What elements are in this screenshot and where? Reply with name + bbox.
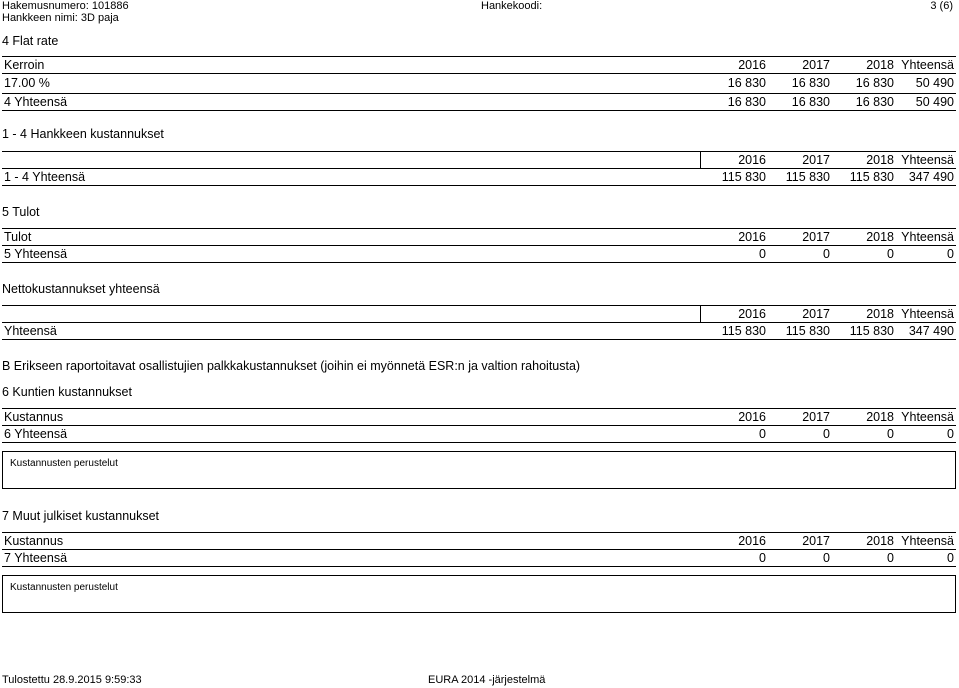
table-header-row [2, 408, 956, 426]
cell-value: 0 [887, 427, 894, 441]
column-header: 2016 [738, 534, 766, 548]
cell-value: 0 [887, 551, 894, 565]
cost-justification-box [2, 575, 956, 613]
page-number: 3 (6) [930, 0, 953, 12]
section-title-project-costs: 1 - 4 Hankkeen kustannukset [2, 127, 164, 141]
total-row [2, 246, 956, 263]
total-row [2, 93, 956, 111]
row-label: Yhteensä [4, 324, 57, 338]
total-row [2, 323, 956, 340]
column-header: 2017 [802, 58, 830, 72]
column-header: 2016 [738, 153, 766, 167]
total-row [2, 550, 956, 567]
table-header-row [2, 56, 956, 74]
column-header: Yhteensä [901, 230, 954, 244]
row-label: 1 - 4 Yhteensä [4, 170, 86, 184]
table-row [2, 75, 956, 91]
cell-value: 115 830 [721, 170, 766, 184]
column-header: 2018 [866, 307, 894, 321]
section-title-net-costs: Nettokustannukset yhteensä [2, 282, 160, 296]
cell-value: 115 830 [785, 324, 830, 338]
column-header: Yhteensä [901, 58, 954, 72]
section-title-b: B Erikseen raportoitavat osallistujien palkkakustannukset (joihin ei myönnetä ESR:n ja valtion rahoitusta) [2, 359, 581, 373]
cell-value: 0 [759, 427, 766, 441]
column-header: 2018 [866, 410, 894, 424]
table-header-row [2, 305, 956, 323]
print-timestamp: Tulostettu 28.9.2015 9:59:33 [2, 674, 142, 686]
column-header: 2017 [802, 153, 830, 167]
cell-value: 16 830 [791, 76, 830, 90]
cell-value: 0 [823, 427, 830, 441]
column-header: 2017 [802, 410, 830, 424]
cell-value: 0 [947, 427, 954, 441]
row-label: 4 Yhteensä [4, 95, 68, 109]
cell-value: 347 490 [908, 170, 954, 184]
cell-value: 0 [947, 551, 954, 565]
cell-value: 0 [759, 551, 766, 565]
cell-value: 115 830 [785, 170, 830, 184]
section-title-flat-rate: 4 Flat rate [2, 34, 59, 48]
cost-justification-box [2, 451, 956, 489]
row-label: 5 Yhteensä [4, 247, 68, 261]
column-header: 2016 [738, 230, 766, 244]
cell-value: 115 830 [849, 324, 894, 338]
column-header: Yhteensä [901, 153, 954, 167]
row-label: 7 Yhteensä [4, 551, 68, 565]
column-header: Yhteensä [901, 410, 954, 424]
column-header: 2017 [802, 307, 830, 321]
column-header: Yhteensä [901, 534, 954, 548]
cell-value: 16 830 [855, 76, 894, 90]
column-header: Kustannus [4, 534, 64, 548]
column-header: 2018 [866, 534, 894, 548]
table-header-row [2, 151, 956, 169]
column-header: Yhteensä [901, 307, 954, 321]
cell-value: 50 490 [915, 95, 954, 109]
cell-value: 115 830 [721, 324, 766, 338]
cell-value: 347 490 [908, 324, 954, 338]
application-number: Hakemusnumero: 101886 [2, 0, 129, 12]
section-title-income: 5 Tulot [2, 205, 40, 219]
column-header: 2018 [866, 58, 894, 72]
total-row [2, 426, 956, 443]
cell-value: 0 [759, 247, 766, 261]
project-code-label: Hankekoodi: [481, 0, 543, 12]
cell-value: 50 490 [915, 76, 954, 90]
cost-justification-label: Kustannusten perustelut [10, 458, 118, 469]
cell-value: 16 830 [727, 76, 766, 90]
cost-justification-label: Kustannusten perustelut [10, 582, 118, 593]
total-row [2, 169, 956, 186]
column-header: 2018 [866, 230, 894, 244]
cell-value: 115 830 [849, 170, 894, 184]
section-title-other-public-costs: 7 Muut julkiset kustannukset [2, 509, 160, 523]
row-label: 6 Yhteensä [4, 427, 68, 441]
section-title-municipal-costs: 6 Kuntien kustannukset [2, 385, 132, 399]
cell-value: 0 [823, 551, 830, 565]
cell-value: 0 [887, 247, 894, 261]
cell-value: 16 830 [855, 95, 894, 109]
column-header: 2018 [866, 153, 894, 167]
column-header: Kerroin [4, 58, 45, 72]
row-label: 17.00 % [4, 76, 50, 90]
cell-value: 0 [823, 247, 830, 261]
table-header-row [2, 532, 956, 550]
system-name: EURA 2014 -järjestelmä [428, 674, 546, 686]
cell-value: 16 830 [791, 95, 830, 109]
cell-value: 0 [947, 247, 954, 261]
column-header: 2016 [738, 410, 766, 424]
column-header: Kustannus [4, 410, 64, 424]
cell-value: 16 830 [727, 95, 766, 109]
column-header: 2017 [802, 534, 830, 548]
column-header: Tulot [4, 230, 32, 244]
column-header: 2017 [802, 230, 830, 244]
column-header: 2016 [738, 58, 766, 72]
project-name: Hankkeen nimi: 3D paja [2, 12, 119, 24]
column-header: 2016 [738, 307, 766, 321]
table-header-row [2, 228, 956, 246]
